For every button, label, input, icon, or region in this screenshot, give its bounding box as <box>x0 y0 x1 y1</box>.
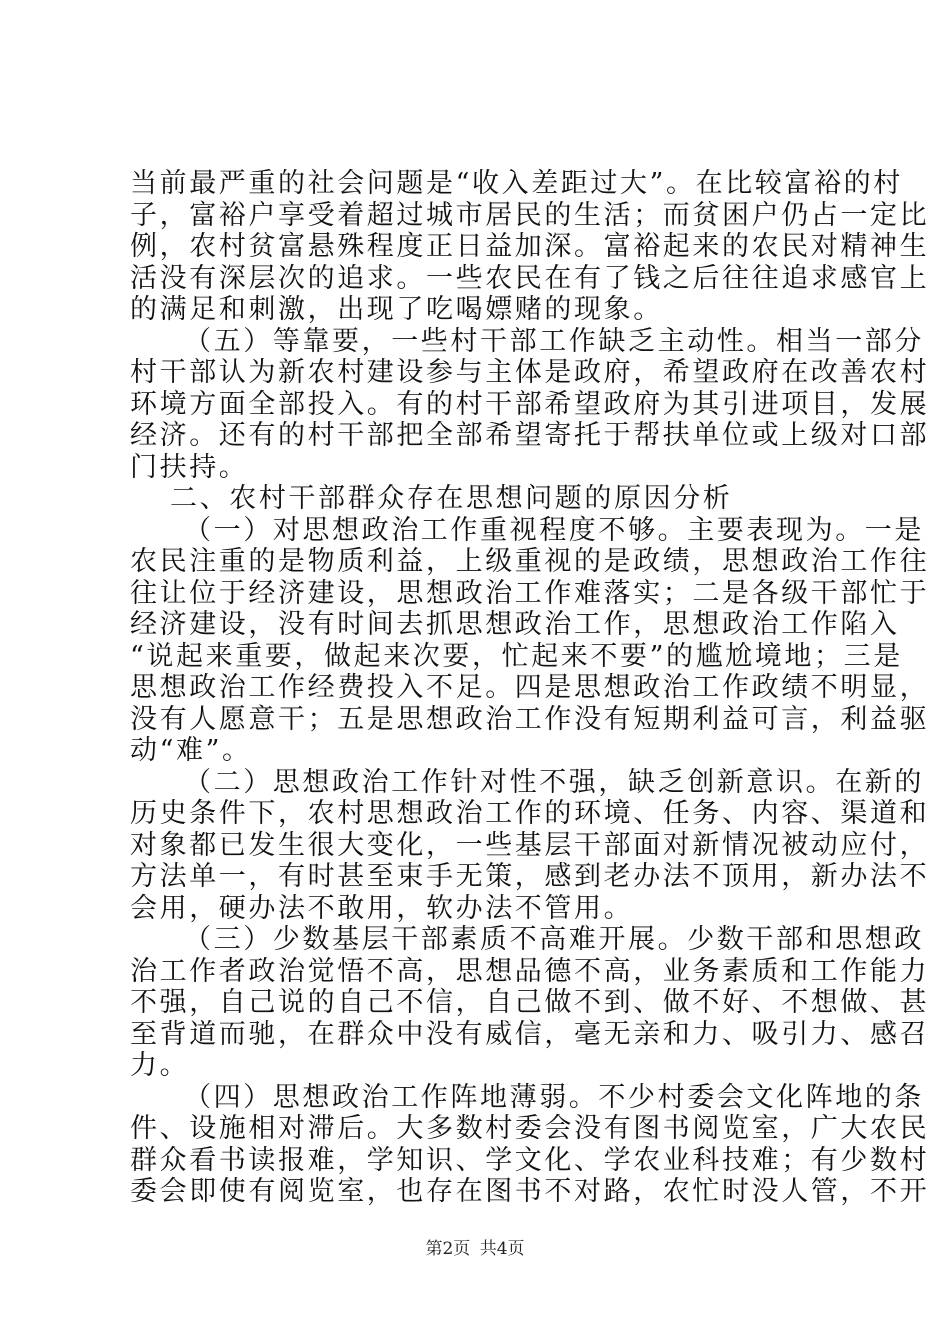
text-line: “说起来重要，做起来次要，忙起来不要”的尴尬境地；三是 <box>130 640 903 672</box>
text-line: 农民注重的是物质利益，上级重视的是政绩，思想政治工作往 <box>130 546 930 577</box>
text-line: 门扶持。 <box>130 451 249 483</box>
text-line: 不强，自己说的自己不信，自己做不到、做不好、不想做、甚 <box>130 987 930 1018</box>
page-total: 共4页 <box>479 1239 525 1259</box>
text-line: 例，农村贫富悬殊程度正日益加深。富裕起来的农民对精神生 <box>130 231 930 262</box>
text-line: 当前最严重的社会问题是“收入差距过大”。在比较富裕的村 <box>130 168 903 199</box>
text-line: 力。 <box>130 1050 190 1081</box>
text-line: 没有人愿意干；五是思想政治工作没有短期利益可言，利益驱 <box>130 703 930 735</box>
section-heading: 二、农村干部群众存在思想问题的原因分析 <box>170 483 733 514</box>
text-line: 方法单一，有时甚至束手无策，感到老办法不顶用，新办法不 <box>130 861 930 892</box>
text-line: 村干部认为新农村建设参与主体是政府，希望政府在改善农村 <box>130 357 930 388</box>
text-line: 经济。还有的村干部把全部希望寄托于帮扶单位或上级对口部 <box>130 420 930 451</box>
text-line: 至背道而驰，在群众中没有威信，毫无亲和力、吸引力、感召 <box>130 1018 930 1050</box>
text-line: （四）思想政治工作阵地薄弱。不少村委会文化阵地的条 <box>184 1081 924 1113</box>
text-line: （二）思想政治工作针对性不强，缺乏创新意识。在新的 <box>184 766 924 798</box>
text-line: 委会即使有阅览室，也存在图书不对路，农忙时没人管，不开 <box>130 1176 930 1207</box>
text-line: 群众看书读报难，学知识、学文化、学农业科技难；有少数村 <box>130 1144 930 1176</box>
text-line: 对象都已发生很大变化，一些基层干部面对新情况被动应付， <box>130 829 930 861</box>
text-line: （三）少数基层干部素质不高难开展。少数干部和思想政 <box>184 924 924 955</box>
text-line: （一）对思想政治工作重视程度不够。主要表现为。一是 <box>184 514 924 546</box>
body-text <box>130 168 930 1208</box>
page-number: 第2页 <box>425 1239 471 1259</box>
text-line: （五）等靠要，一些村干部工作缺乏主动性。相当一部分 <box>184 325 924 357</box>
text-line: 治工作者政治觉悟不高，思想品德不高，业务素质和工作能力 <box>130 955 930 987</box>
text-line: 环境方面全部投入。有的村干部希望政府为其引进项目，发展 <box>130 388 930 420</box>
text-line: 子，富裕户享受着超过城市居民的生活；而贫困户仍占一定比 <box>130 199 930 231</box>
text-line: 历史条件下，农村思想政治工作的环境、任务、内容、渠道和 <box>130 798 930 829</box>
page-footer <box>0 1238 950 1260</box>
text-line: 件、设施相对滞后。大多数村委会没有图书阅览室，广大农民 <box>130 1113 930 1144</box>
text-line: 会用，硬办法不敢用，软办法不管用。 <box>130 892 634 924</box>
text-line: 思想政治工作经费投入不足。四是思想政治工作政绩不明显， <box>130 672 930 703</box>
text-line: 往让位于经济建设，思想政治工作难落实；二是各级干部忙于 <box>130 577 930 609</box>
text-line: 经济建设，没有时间去抓思想政治工作，思想政治工作陷入 <box>130 609 900 640</box>
text-line: 的满足和刺激，出现了吃喝嫖赌的现象。 <box>130 294 663 325</box>
text-line: 活没有深层次的追求。一些农民在有了钱之后往往追求感官上 <box>130 262 930 294</box>
text-line: 动“难”。 <box>130 735 252 766</box>
